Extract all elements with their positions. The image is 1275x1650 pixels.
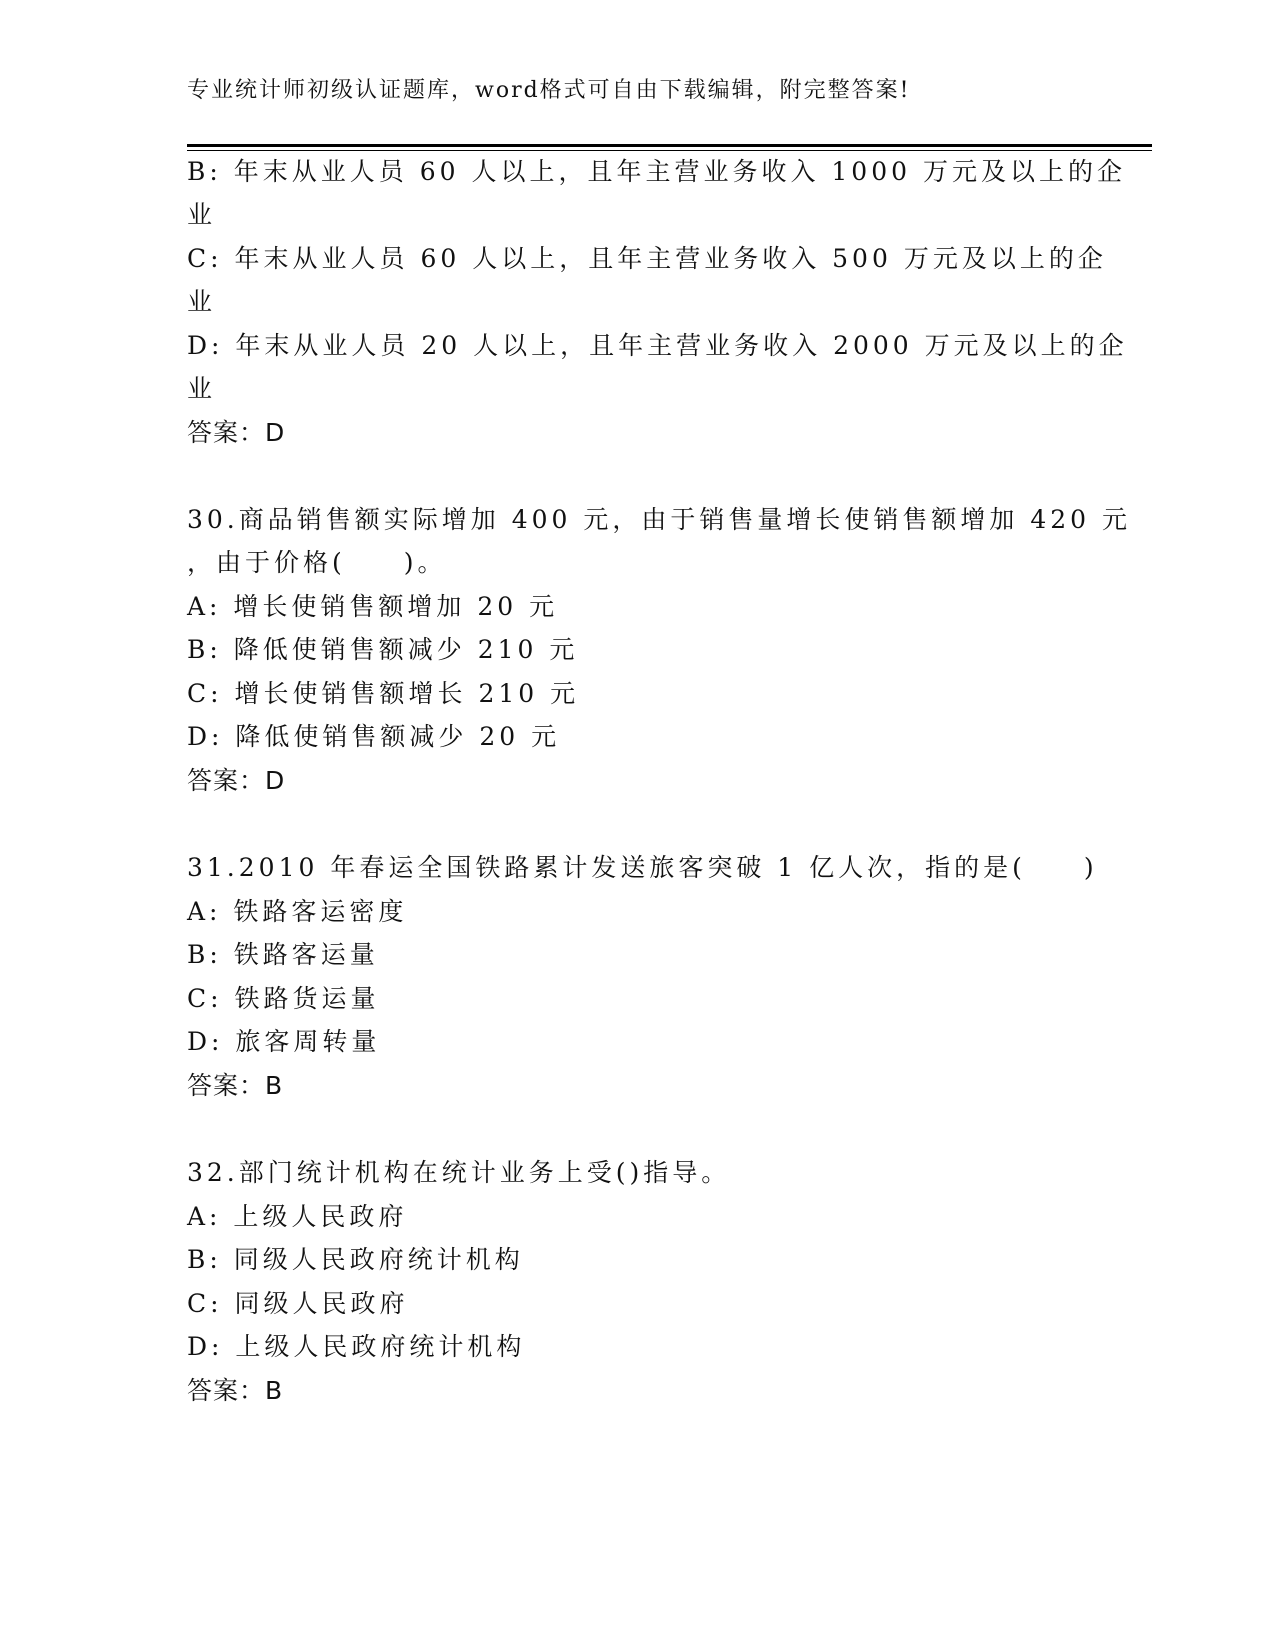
q30-stem-line-1: 30.商品销售额实际增加 400 元，由于销售量增长使销售额增加 420 元 xyxy=(187,505,1131,534)
header-rule-thick xyxy=(187,144,1152,147)
prev-option-c: C: 年末从业人员 60 人以上，且年主营业务收入 500 万元及以上的企 xyxy=(187,244,1107,273)
page-header: 专业统计师初级认证题库，word格式可自由下载编辑，附完整答案! xyxy=(187,78,911,103)
q30-stem-line-2: ，由于价格( )。 xyxy=(187,548,447,577)
q32-stem-line-1: 32.部门统计机构在统计业务上受()指导。 xyxy=(187,1158,731,1187)
q31-stem-line-1: 31.2010 年春运全国铁路累计发送旅客突破 1 亿人次，指的是( ) xyxy=(187,853,1098,882)
prev-answer: 答案：D xyxy=(187,418,286,447)
q31-option-d: D: 旅客周转量 xyxy=(187,1027,381,1056)
q30-answer: 答案：D xyxy=(187,766,286,795)
q30-option-b: B: 降低使销售额减少 210 元 xyxy=(187,635,579,664)
prev-option-b-wrap: 业 xyxy=(187,200,217,229)
q32-option-c: C: 同级人民政府 xyxy=(187,1289,409,1318)
q31-option-a: A: 铁路客运密度 xyxy=(187,897,408,926)
q31-option-b: B: 铁路客运量 xyxy=(187,940,379,969)
prev-option-b: B: 年末从业人员 60 人以上，且年主营业务收入 1000 万元及以上的企 xyxy=(187,157,1126,186)
header-rule-thin xyxy=(187,150,1152,151)
q30-option-a: A: 增长使销售额增加 20 元 xyxy=(187,592,559,621)
q32-answer: 答案：B xyxy=(187,1376,284,1405)
q32-option-d: D: 上级人民政府统计机构 xyxy=(187,1332,526,1361)
prev-option-c-wrap: 业 xyxy=(187,287,217,316)
q30-option-d: D: 降低使销售额减少 20 元 xyxy=(187,722,561,751)
prev-option-d: D: 年末从业人员 20 人以上，且年主营业务收入 2000 万元及以上的企 xyxy=(187,331,1128,360)
prev-option-d-wrap: 业 xyxy=(187,374,217,403)
q31-option-c: C: 铁路货运量 xyxy=(187,984,380,1013)
q31-answer: 答案：B xyxy=(187,1071,284,1100)
q32-option-b: B: 同级人民政府统计机构 xyxy=(187,1245,524,1274)
q32-option-a: A: 上级人民政府 xyxy=(187,1202,408,1231)
q30-option-c: C: 增长使销售额增长 210 元 xyxy=(187,679,580,708)
